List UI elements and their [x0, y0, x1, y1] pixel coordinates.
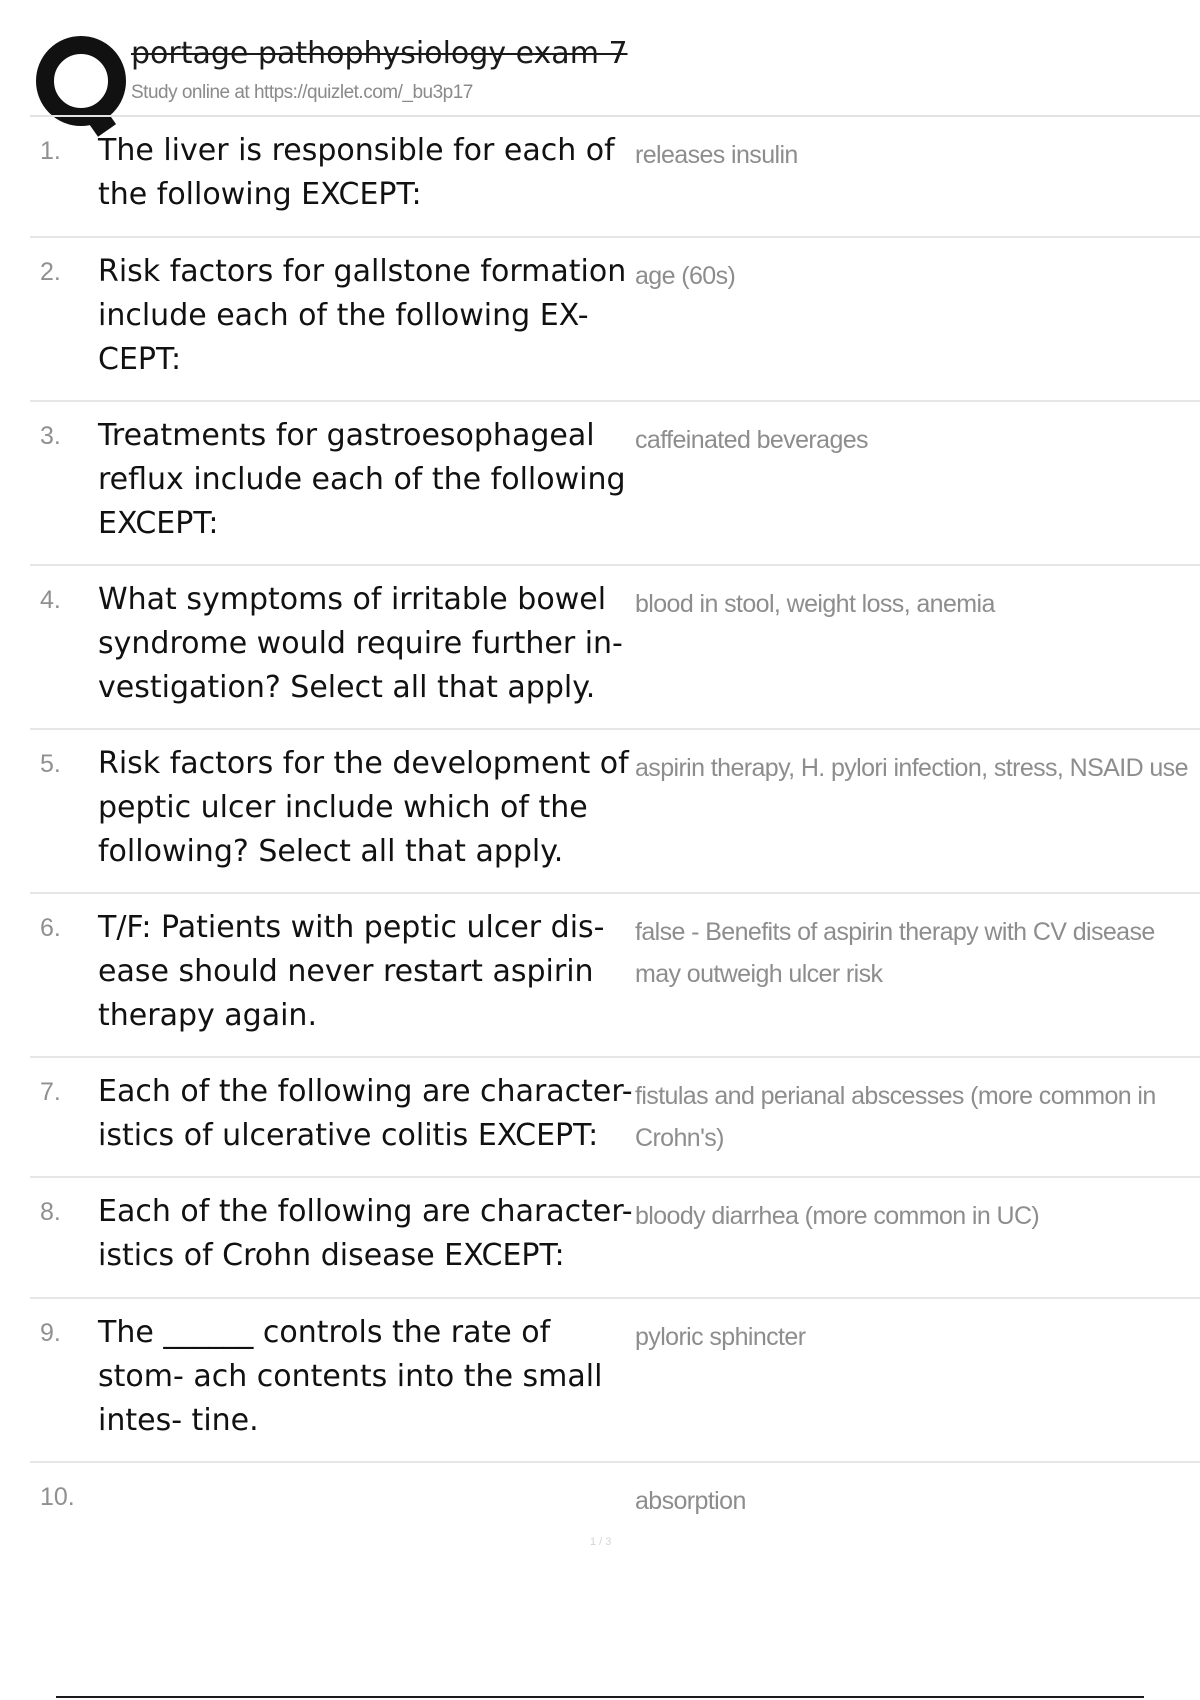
card-definition: bloody diarrhea (more common in UC) [635, 1202, 1040, 1230]
card-number: 2. [40, 258, 61, 286]
card-definition: blood in stool, weight loss, anemia [635, 590, 995, 618]
card-number: 3. [40, 422, 61, 450]
flashcard-list [30, 117, 1200, 1535]
flashcard-row [30, 238, 1200, 402]
flashcard-row [30, 1178, 1200, 1299]
flashcard-row [30, 1463, 1200, 1535]
card-number: 6. [40, 914, 61, 942]
bottom-divider [56, 1696, 1144, 1698]
card-definition: releases insulin [635, 141, 798, 169]
document-title: portage pathophysiology exam 7 [131, 36, 628, 71]
study-link-text: Study online at https://quizlet.com/_bu3p17 [131, 82, 473, 103]
card-number: 1. [40, 137, 61, 165]
card-term: What symptoms of irritable bowel syndrome would require further in- vestigation? Select all that apply. [98, 582, 623, 705]
card-number: 8. [40, 1198, 61, 1226]
card-term: Risk factors for the development of peptic ulcer include which of the following? Select all that apply. [98, 746, 629, 869]
flashcard-row [30, 402, 1200, 566]
flashcard-row [30, 117, 1200, 238]
card-definition: false - Benefits of aspirin therapy with CV disease may outweigh ulcer risk [635, 918, 1155, 988]
card-number: 7. [40, 1078, 61, 1106]
card-term: Treatments for gastroesophageal reflux include each of the following EXCEPT: [98, 418, 626, 541]
card-term: T/F: Patients with peptic ulcer dis- ease should never restart aspirin therapy again. [98, 910, 605, 1033]
card-number: 10. [40, 1483, 75, 1511]
card-number: 9. [40, 1319, 61, 1347]
flashcard-row [30, 894, 1200, 1058]
card-number: 4. [40, 586, 61, 614]
flashcard-row [30, 1299, 1200, 1463]
card-definition: absorption [635, 1487, 746, 1515]
card-term: Each of the following are character- istics of Crohn disease EXCEPT: [98, 1194, 633, 1273]
card-number: 5. [40, 750, 61, 778]
flashcard-row [30, 1058, 1200, 1178]
card-term: The liver is responsible for each of the following EXCEPT: [98, 133, 615, 212]
flashcard-row [30, 566, 1200, 730]
card-term: The ______ controls the rate of stom- ach contents into the small intes- tine. [98, 1315, 603, 1438]
card-term: Risk factors for gallstone formation include each of the following EX- CEPT: [98, 254, 627, 377]
flashcard-row [30, 730, 1200, 894]
card-definition: caffeinated beverages [635, 426, 868, 454]
card-definition: fistulas and perianal abscesses (more common in Crohn's) [635, 1082, 1156, 1152]
card-definition: age (60s) [635, 262, 736, 290]
card-definition: aspirin therapy, H. pylori infection, stress, NSAID use [635, 754, 1188, 782]
card-definition: pyloric sphincter [635, 1323, 806, 1351]
card-term: Each of the following are character- istics of ulcerative colitis EXCEPT: [98, 1074, 633, 1153]
document-header [30, 28, 1200, 116]
page-number: 1 / 3 [590, 1536, 612, 1548]
